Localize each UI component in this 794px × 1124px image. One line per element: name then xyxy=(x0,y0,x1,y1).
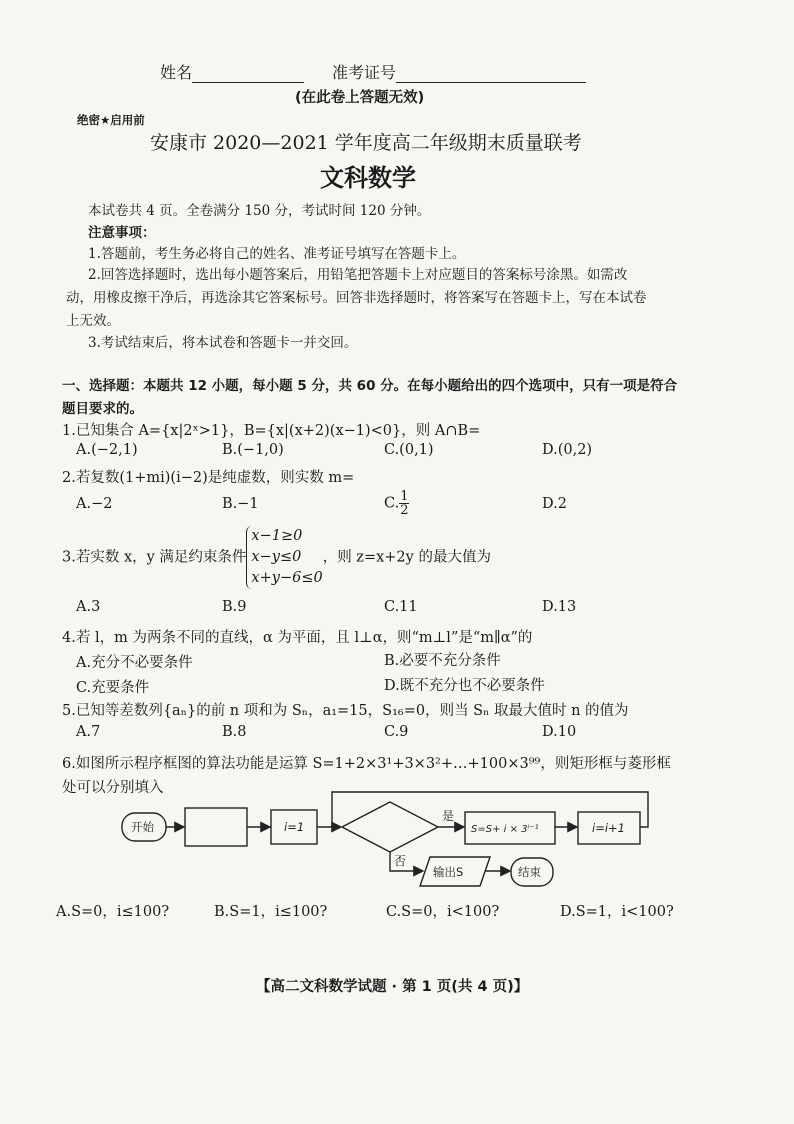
q5-option-b: B.8 xyxy=(222,724,247,740)
q6-stem-line-1: 6.如图所示程序框图的算法功能是运算 S=1+2×3¹+3×3²+…+100×3⁹⁹，则矩形框与菱形框 xyxy=(62,756,671,772)
q1-stem: 1.已知集合 A={x|2ˣ>1}，B={x|(x+2)(x−1)<0}，则 A∩B= xyxy=(62,423,481,439)
intro-line: 本试卷共 4 页。全卷满分 150 分，考试时间 120 分钟。 xyxy=(88,203,431,219)
page-footer: 【高二文科数学试题 · 第 1 页(共 4 页)】 xyxy=(256,979,529,995)
subject-title: 文科数学 xyxy=(320,164,416,192)
notes-title: 注意事项： xyxy=(88,225,156,241)
q2-option-b: B.−1 xyxy=(222,496,259,512)
fraction-denominator: 2 xyxy=(400,503,409,518)
notice: (在此卷上答题无效) xyxy=(295,90,425,106)
note-3: 3.考试结束后，将本试卷和答题卡一并交回。 xyxy=(88,335,358,351)
q5-stem: 5.已知等差数列{aₙ}的前 n 项和为 Sₙ，a₁=15，S₁₆=0，则当 Sₙ 取最大值时 n 的值为 xyxy=(62,703,629,719)
constraint-2: x−y≤0 xyxy=(251,549,302,565)
q6-option-a: A.S=0，i≤100? xyxy=(56,904,170,920)
q3-stem-pre: 3.若实数 x，y 满足约束条件 xyxy=(62,549,247,566)
q2-option-a: A.−2 xyxy=(76,496,113,512)
q1-option-b: B.(−1,0) xyxy=(222,442,284,458)
q2-stem: 2.若复数(1+mi)(i−2)是纯虚数，则实数 m= xyxy=(62,470,355,486)
q2-option-c-prefix: C. xyxy=(384,495,400,512)
section-heading: 一、选择题：本题共 12 小题，每小题 5 分，共 60 分。在每小题给出的四个选项中，只有一项是符合 xyxy=(62,378,678,394)
q5-option-a: A.7 xyxy=(76,724,101,740)
output-label: 输出S xyxy=(433,865,464,879)
q2-option-d: D.2 xyxy=(542,496,567,512)
sum-label: S=S+ i × 3ⁱ⁻¹ xyxy=(471,824,539,835)
start-label: 开始 xyxy=(131,820,154,834)
init-label: i=1 xyxy=(284,820,305,834)
q3-stem-post: ，则 z=x+2y 的最大值为 xyxy=(322,549,491,566)
end-label: 结束 xyxy=(518,865,541,879)
q6-option-d: D.S=1，i<100? xyxy=(560,904,674,920)
q1-option-d: D.(0,2) xyxy=(542,442,593,458)
q1-option-c: C.(0,1) xyxy=(384,442,434,458)
q3-option-d: D.13 xyxy=(542,599,577,615)
note-2-line-3: 上无效。 xyxy=(66,313,120,329)
confidential-mark: 绝密★启用前 xyxy=(77,113,145,127)
q3-option-b: B.9 xyxy=(222,599,247,615)
q4-option-b: B.必要不充分条件 xyxy=(384,653,501,669)
fraction-numerator: 1 xyxy=(400,489,409,504)
name-label: 姓名 xyxy=(160,63,193,82)
section-heading-cont: 题目要求的。 xyxy=(62,401,143,417)
q4-option-a: A.充分不必要条件 xyxy=(76,655,193,671)
q5-option-d: D.10 xyxy=(542,724,577,740)
q4-stem: 4.若 l，m 为两条不同的直线，α 为平面，且 l⊥α，则“m⊥l”是“m∥α”的 xyxy=(62,630,533,646)
increment-label: i=i+1 xyxy=(592,821,625,835)
note-1: 1.答题前，考生务必将自己的姓名、准考证号填写在答题卡上。 xyxy=(88,246,466,262)
q1-option-a: A.(−2,1) xyxy=(76,442,138,458)
q6-stem-line-2: 处可以分别填入 xyxy=(62,780,164,796)
q6-option-c: C.S=0，i<100? xyxy=(386,904,500,920)
exam-title: 安康市 2020—2021 学年度高二年级期末质量联考 xyxy=(150,132,582,154)
q5-option-c: C.9 xyxy=(384,724,409,740)
exam-id-label: 准考证号 xyxy=(332,63,397,82)
q3-option-c: C.11 xyxy=(384,599,418,615)
yes-label: 是 xyxy=(442,809,455,823)
note-2-line-2: 动，用橡皮擦干净后，再选涂其它答案标号。回答非选择题时，将答案写在答题卡上，写在本试卷 xyxy=(66,290,647,306)
q4-option-c: C.充要条件 xyxy=(76,680,150,696)
q6-option-b: B.S=1，i≤100? xyxy=(214,904,328,920)
q4-option-d: D.既不充分也不必要条件 xyxy=(384,678,545,694)
constraint-1: x−1≥0 xyxy=(251,528,303,544)
constraint-3: x+y−6≤0 xyxy=(251,570,323,586)
no-label: 否 xyxy=(394,854,407,868)
blank-process-box xyxy=(185,808,247,846)
blank-decision-diamond xyxy=(342,802,438,852)
q3-option-a: A.3 xyxy=(76,599,101,615)
note-2-line-1: 2.回答选择题时，选出每小题答案后，用铅笔把答题卡上对应题目的答案标号涂黑。如需改 xyxy=(88,267,628,283)
